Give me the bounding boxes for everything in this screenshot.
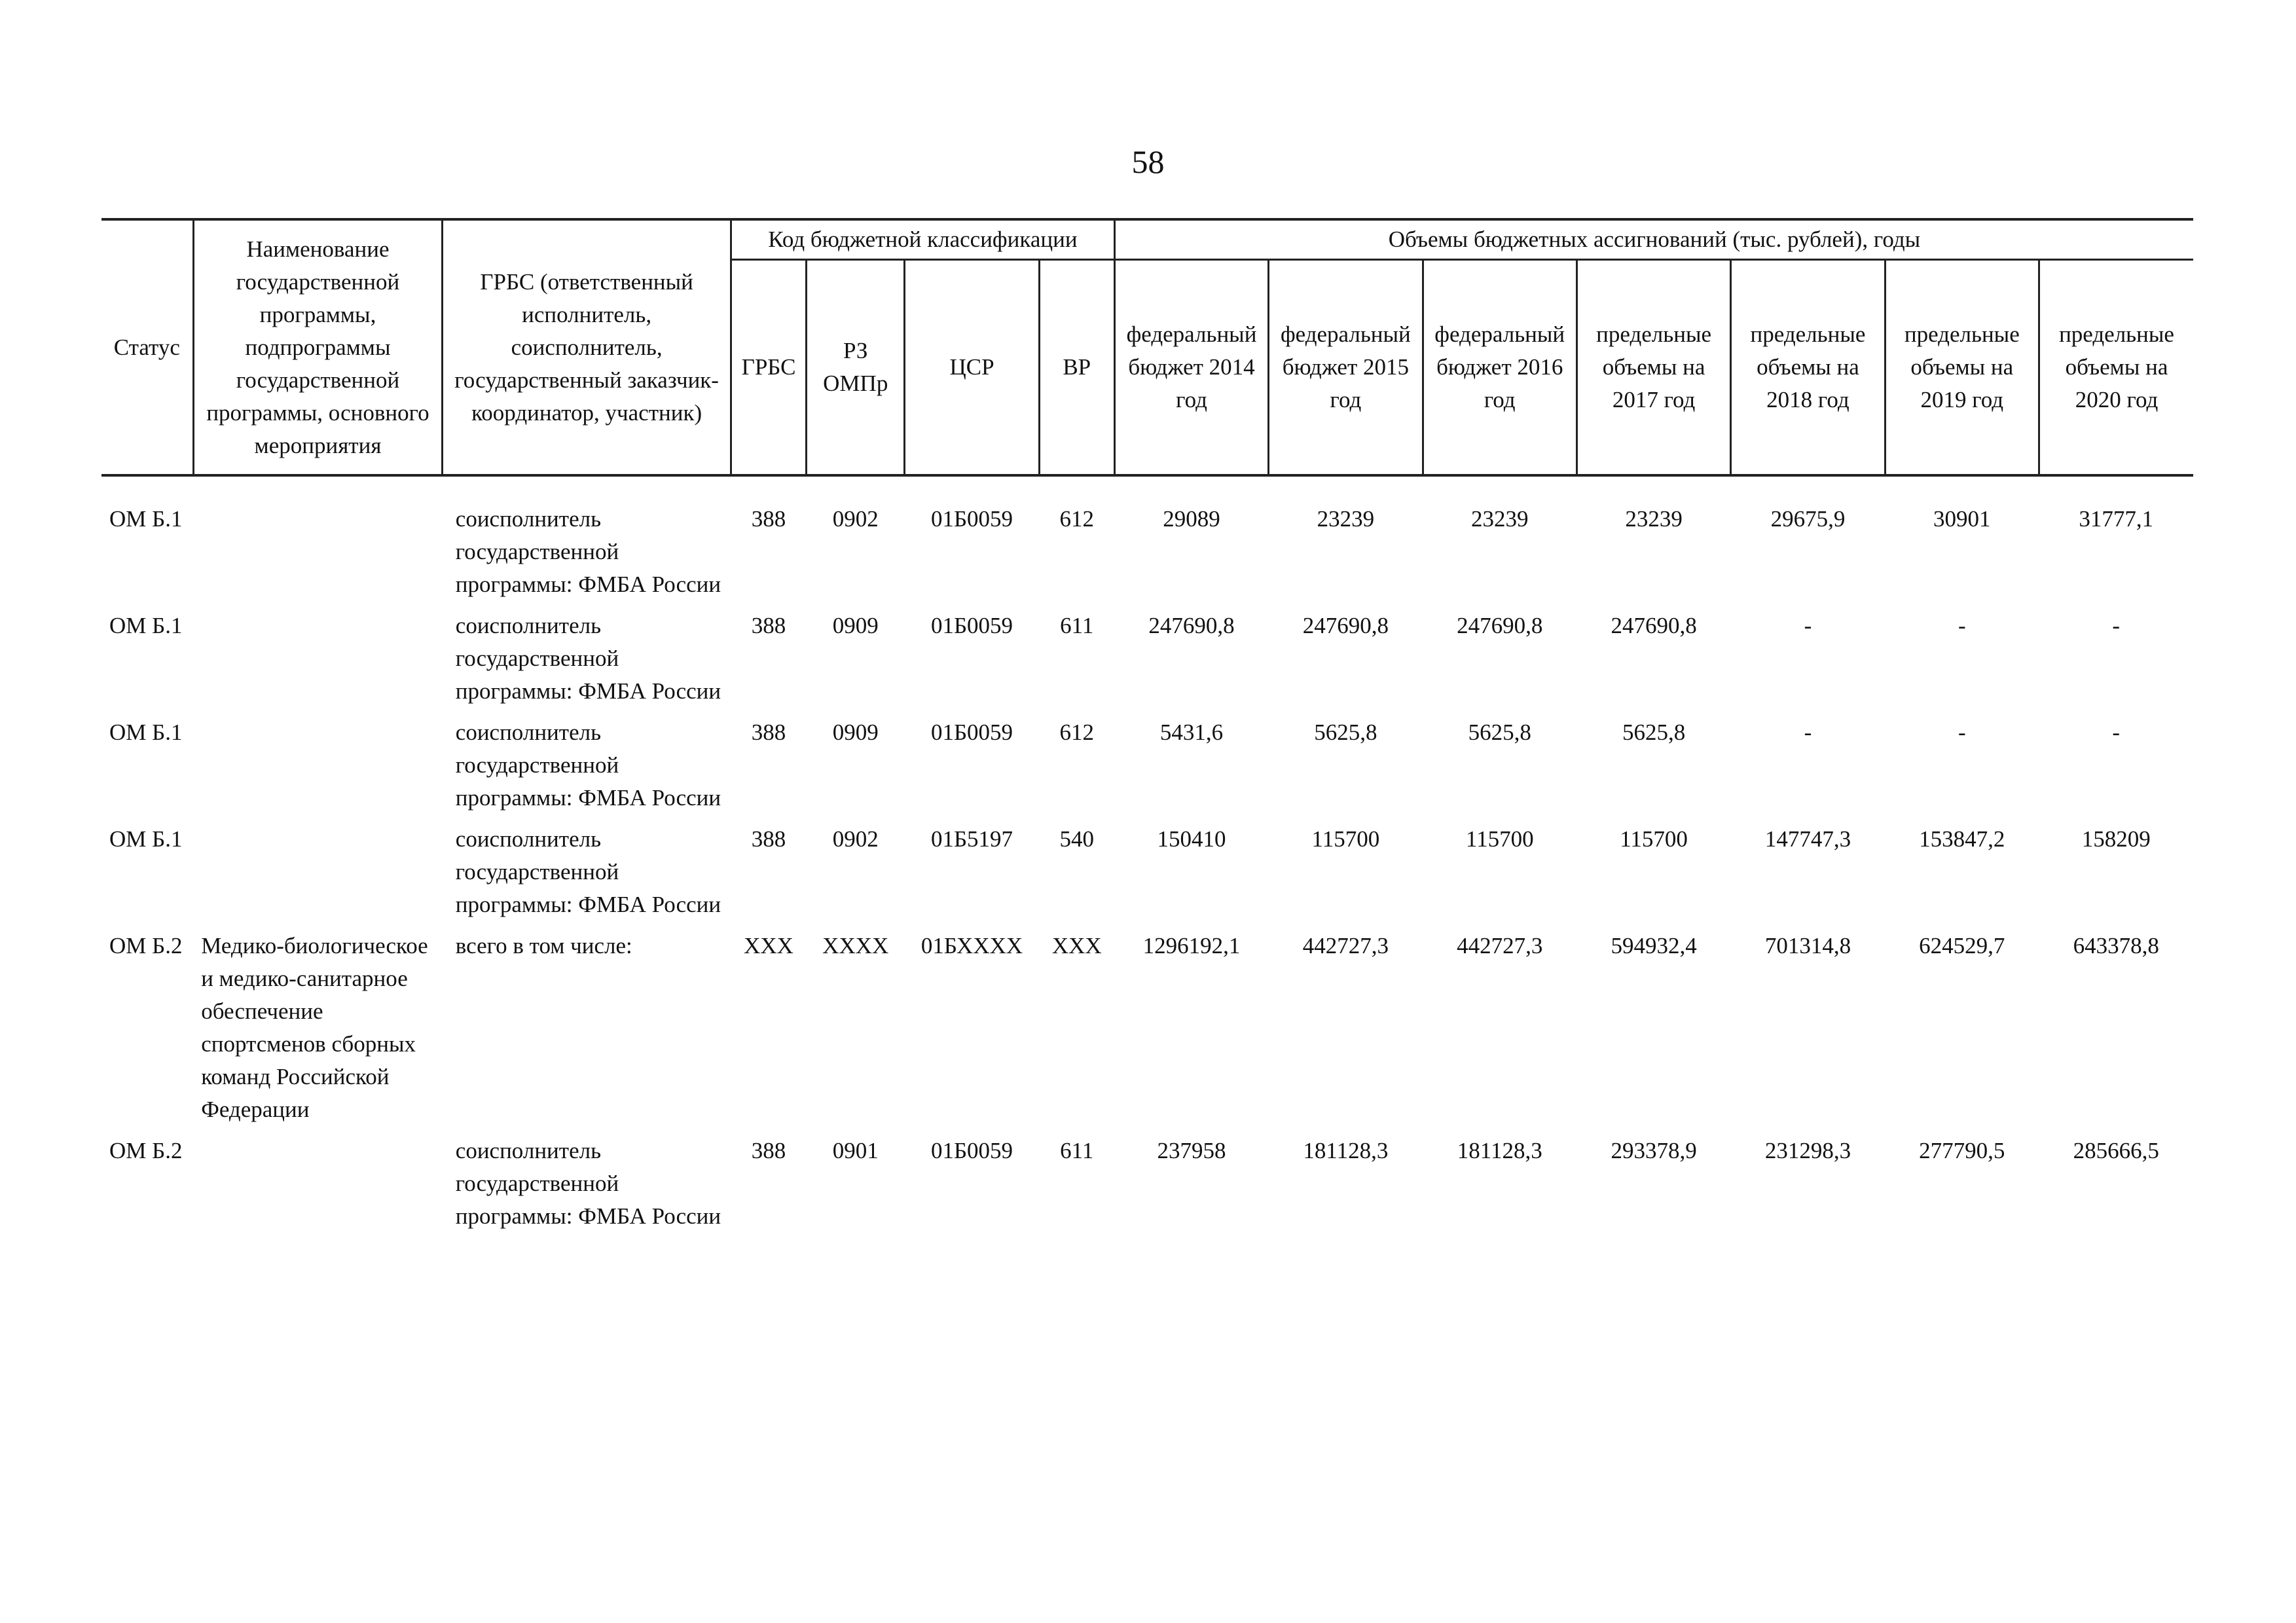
row-value-2017: 5625,8 [1622, 720, 1686, 745]
row-csr: 01Б0059 [930, 1138, 1013, 1163]
row-value-2016: 247690,8 [1457, 613, 1543, 638]
header-year-2019: предельные объемы на 2019 год [1885, 260, 2039, 476]
row-value-2020: - [2112, 720, 2121, 745]
row-value-2015: 181128,3 [1303, 1138, 1389, 1163]
row-value-2015: 247690,8 [1302, 613, 1389, 638]
row-value-2015: 115700 [1311, 826, 1380, 852]
row-grbs: 388 [751, 720, 786, 745]
row-value-2020: - [2112, 613, 2121, 638]
row-program-name [193, 716, 443, 823]
row-program-name [193, 610, 443, 716]
row-value-2014: 247690,8 [1148, 613, 1235, 638]
row-executor: соисполнитель государственной программы: ФМБА России [455, 613, 721, 704]
row-grbs: 388 [751, 506, 786, 532]
row-value-2019: - [1958, 720, 1966, 745]
row-value-2020: 31777,1 [2079, 506, 2154, 532]
row-vr: 611 [1060, 613, 1094, 638]
row-rz: 0909 [832, 720, 879, 745]
row-value-2017: 115700 [1620, 826, 1688, 852]
table-row [101, 930, 2193, 1135]
row-status: ОМ Б.1 [109, 613, 183, 638]
row-grbs: 388 [751, 826, 786, 852]
row-status: ОМ Б.2 [109, 933, 183, 958]
row-grbs: 388 [751, 613, 786, 638]
row-grbs: ХХХ [744, 933, 793, 958]
header-program-name: Наименование государственной программы, подпрограммы государственной программы, основного мероприятия [193, 219, 443, 475]
row-executor: соисполнитель государственной программы: ФМБА России [455, 506, 721, 597]
row-value-2016: 115700 [1465, 826, 1534, 852]
row-value-2019: 30901 [1933, 506, 1991, 532]
row-csr: 01Б5197 [930, 826, 1013, 852]
table-row [101, 1135, 2193, 1241]
row-program-name [193, 503, 443, 610]
row-vr: 540 [1059, 826, 1094, 852]
table-row [101, 610, 2193, 716]
row-csr: 01Б0059 [930, 506, 1013, 532]
row-value-2015: 442727,3 [1302, 933, 1389, 958]
row-csr: 01БХХХХ [920, 933, 1023, 958]
row-value-2019: 153847,2 [1919, 826, 2005, 852]
header-year-2018: предельные объемы на 2018 год [1731, 260, 1885, 476]
row-value-2018: 231298,3 [1764, 1138, 1851, 1163]
row-value-2020: 643378,8 [2073, 933, 2159, 958]
row-value-2017: 594932,4 [1611, 933, 1697, 958]
row-value-2020: 158209 [2081, 826, 2151, 852]
header-year-2016: федеральный бюджет 2016 год [1423, 260, 1576, 476]
header-year-2020: предельные объемы на 2020 год [2039, 260, 2193, 476]
row-executor: соисполнитель государственной программы: ФМБА России [455, 1138, 721, 1229]
row-program-name [193, 823, 443, 930]
row-value-2016: 442727,3 [1457, 933, 1543, 958]
row-grbs: 388 [751, 1138, 786, 1163]
row-status: ОМ Б.1 [109, 720, 183, 745]
row-vr: 612 [1059, 506, 1094, 532]
row-vr: 612 [1059, 720, 1094, 745]
header-year-2017: предельные объемы на 2017 год [1576, 260, 1730, 476]
row-value-2018: 147747,3 [1764, 826, 1851, 852]
row-rz: 0902 [832, 826, 879, 852]
header-budget-classification-code: Код бюджетной классификации [731, 219, 1114, 260]
row-rz: 0909 [832, 613, 879, 638]
row-value-2020: 285666,5 [2073, 1138, 2159, 1163]
row-value-2018: - [1804, 613, 1812, 638]
row-value-2016: 5625,8 [1468, 720, 1531, 745]
header-budget-allocation-volumes: Объемы бюджетных ассигнований (тыс. рублей), годы [1114, 219, 2193, 260]
row-vr: 611 [1060, 1138, 1094, 1163]
row-value-2017: 293378,9 [1611, 1138, 1697, 1163]
row-program-name: Медико-биологическое и медико-санитарное обеспечение спортсменов сборных команд Российской Федерации [201, 933, 428, 1122]
row-value-2019: 624529,7 [1919, 933, 2005, 958]
row-executor: всего в том числе: [455, 933, 632, 958]
header-rz-ompr: РЗ ОМПр [807, 260, 905, 476]
table-row [101, 503, 2193, 610]
row-rz: 0902 [832, 506, 879, 532]
row-rz: 0901 [832, 1138, 879, 1163]
row-value-2014: 5431,6 [1159, 720, 1224, 745]
row-value-2019: - [1958, 613, 1966, 638]
header-vr: ВР [1039, 260, 1114, 476]
row-executor: соисполнитель государственной программы: ФМБА России [455, 826, 721, 917]
budget-allocation-table [101, 218, 2193, 1241]
row-value-2018: 701314,8 [1764, 933, 1851, 958]
header-csr: ЦСР [905, 260, 1039, 476]
row-value-2016: 181128,3 [1457, 1138, 1542, 1163]
row-value-2015: 5625,8 [1314, 720, 1377, 745]
header-year-2015: федеральный бюджет 2015 год [1269, 260, 1423, 476]
row-value-2017: 23239 [1625, 506, 1683, 532]
table-row [101, 716, 2193, 823]
row-rz: ХХХХ [822, 933, 889, 958]
row-value-2014: 237958 [1157, 1138, 1226, 1163]
table-row [101, 823, 2193, 930]
row-value-2016: 23239 [1470, 506, 1529, 532]
row-executor: соисполнитель государственной программы: ФМБА России [455, 720, 721, 811]
row-value-2018: - [1804, 720, 1812, 745]
row-status: ОМ Б.1 [109, 506, 183, 532]
page-number: 58 [1131, 143, 1165, 180]
row-value-2014: 29089 [1163, 506, 1220, 532]
row-value-2014: 150410 [1157, 826, 1226, 852]
row-status: ОМ Б.1 [109, 826, 183, 852]
row-vr: ХХХ [1051, 933, 1102, 958]
row-value-2017: 247690,8 [1611, 613, 1697, 638]
row-csr: 01Б0059 [930, 720, 1013, 745]
row-value-2015: 23239 [1317, 506, 1375, 532]
row-value-2018: 29675,9 [1770, 506, 1846, 532]
header-grbs: ГРБС [731, 260, 806, 476]
row-program-name [193, 1135, 443, 1241]
header-grbs-executor: ГРБС (ответственный исполнитель, соисполнитель, государственный заказчик-координатор, участник) [443, 219, 731, 475]
row-value-2014: 1296192,1 [1142, 933, 1241, 958]
row-status: ОМ Б.2 [109, 1138, 183, 1163]
row-csr: 01Б0059 [930, 613, 1013, 638]
header-year-2014: федеральный бюджет 2014 год [1114, 260, 1268, 476]
row-value-2019: 277790,5 [1919, 1138, 2005, 1163]
header-status: Статус [101, 219, 193, 475]
